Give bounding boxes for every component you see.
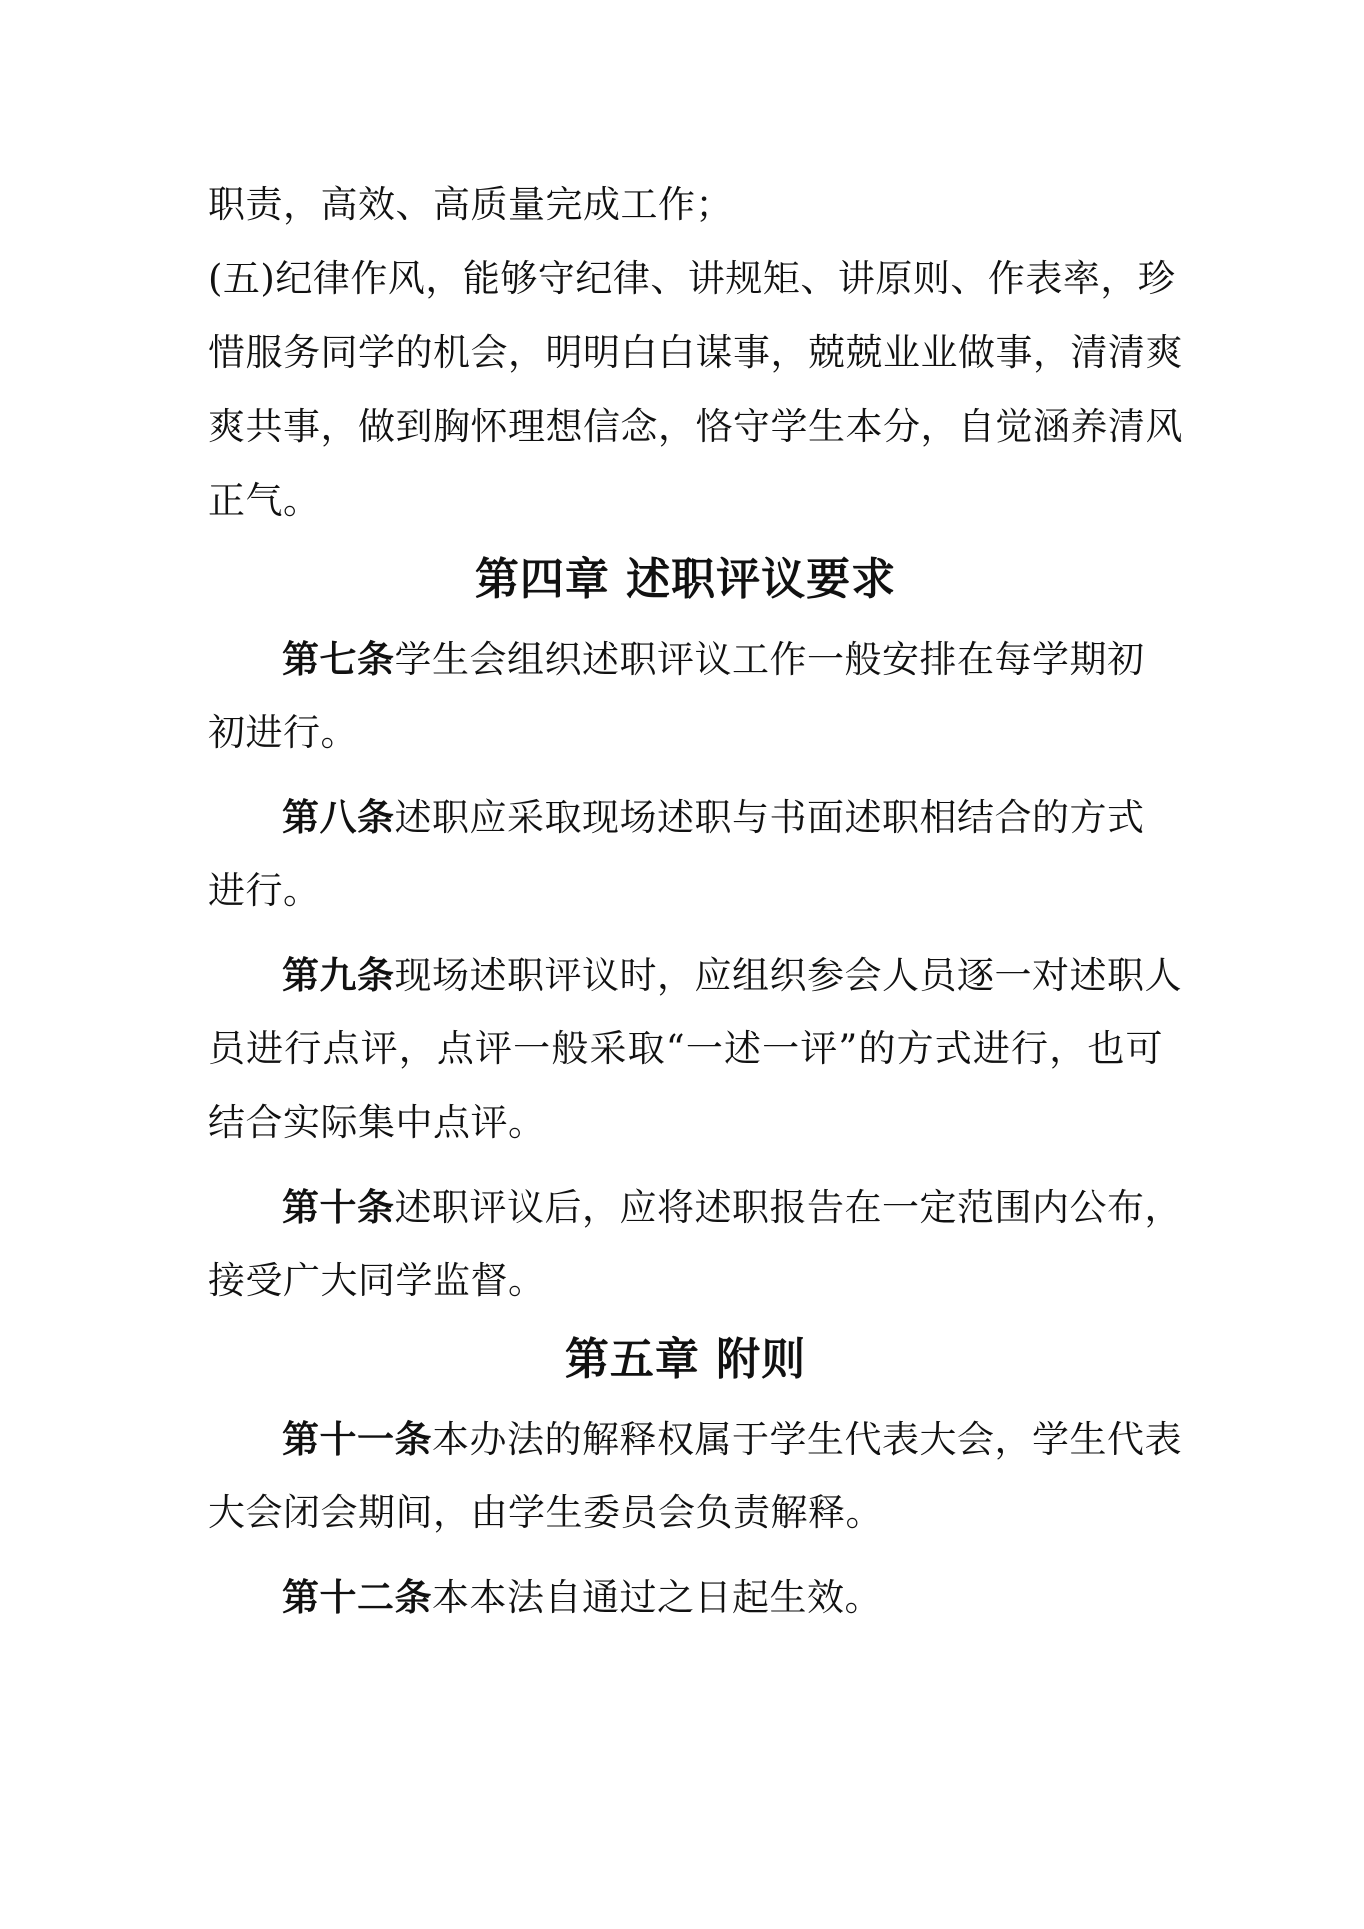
paragraph-gap [208,1550,1163,1560]
article-9-line: 员进行点评，点评一般采取“一述一评”的方式进行，也可 [208,1027,1163,1070]
article-10-label: 第十条 [282,1185,395,1229]
article-9-line [208,938,1182,1012]
article-9-line: 结合实际集中点评。 [208,1101,546,1144]
section3-tail-line: 职责，高效、高质量完成工作； [208,183,733,226]
item5-line: 惜服务同学的机会，明明白白谋事，兢兢业业做事，清清爽 [208,331,1183,374]
article-10-line: 接受广大同学监督。 [208,1259,546,1302]
article-8-text: 述职应采取现场述职与书面述职相结合的方式 [394,796,1145,839]
article-10-text: 述职评议后，应将述职报告在一定范围内公布， [394,1186,1182,1229]
article-7-text: 学生会组织述职评议工作一般安排在每学期初 [394,638,1145,681]
chapter5-title: 第五章 附则 [564,1334,807,1385]
article-11-label: 第十一条 [282,1417,432,1461]
article-10-line [208,1170,1182,1244]
paragraph-gap [208,1160,1163,1170]
article-12-line [208,1560,1163,1634]
article-11-text: 本办法的解释权属于学生代表大会，学生代表 [432,1418,1182,1461]
item5-line: 爽共事，做到胸怀理想信念，恪守学生本分，自觉涵养清风 [208,405,1183,448]
article-8-label: 第八条 [282,795,395,839]
item5-line: 正气。 [208,479,321,522]
article-9-label: 第九条 [282,953,395,997]
article-8-line [208,780,1163,854]
item5-line: (五)纪律作风，能够守纪律、讲规矩、讲原则、作表率，珍 [208,257,1176,300]
article-9-text: 现场述职评议时，应组织参会人员逐一对述职人 [394,954,1182,997]
article-11 [208,1402,1182,1550]
article-7-line: 初进行。 [208,711,358,754]
article-12 [208,1560,1163,1634]
article-12-text: 本本法自通过之日起生效。 [432,1576,882,1619]
paragraph-gap [208,770,1163,780]
article-8 [208,780,1163,928]
article-8-line: 进行。 [208,869,321,912]
article-7-label: 第七条 [282,637,395,681]
article-12-label: 第十二条 [282,1575,432,1619]
article-7-line [208,622,1163,696]
article-10 [208,1170,1182,1318]
paragraph-gap [208,928,1163,938]
article-9 [208,938,1182,1160]
article-7 [208,622,1163,770]
article-11-line [208,1402,1182,1476]
article-11-line: 大会闭会期间，由学生委员会负责解释。 [208,1491,883,1534]
document-page [208,168,1183,1634]
chapter4-title: 第四章 述职评议要求 [474,554,897,605]
